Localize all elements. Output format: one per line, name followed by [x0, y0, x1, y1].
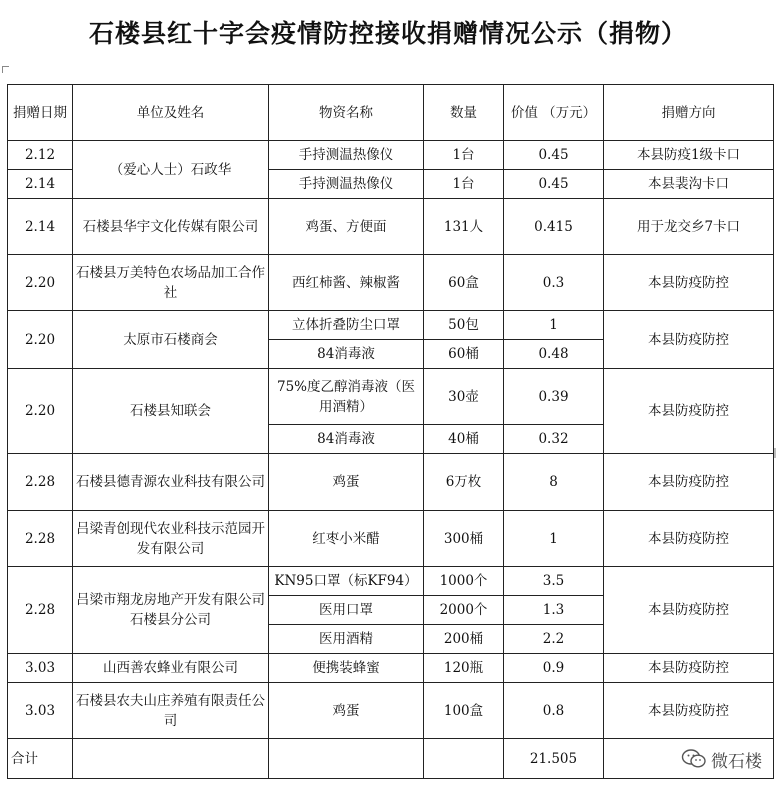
cell-direction: 本县防疫防控: [604, 567, 774, 654]
table-row: [8, 654, 774, 683]
cell-item: 西红柿酱、辣椒酱: [269, 255, 424, 311]
table-row: [8, 511, 774, 567]
cell-item: 84消毒液: [269, 340, 424, 369]
cell-item: 84消毒液: [269, 425, 424, 454]
cell-donor: 石楼县万美特色农场品加工合作社: [73, 255, 269, 311]
cell-date: 2.14: [8, 199, 73, 255]
watermark-text: 微石楼: [711, 751, 762, 772]
cell-date: 2.20: [8, 255, 73, 311]
watermark: [677, 745, 766, 773]
cell-date: 2.14: [8, 170, 73, 199]
cell-quantity: 120瓶: [424, 654, 504, 683]
cell-donor: 吕梁市翔龙房地产开发有限公司石楼县分公司: [73, 567, 269, 654]
header-donor: 单位及姓名: [73, 85, 269, 141]
total-empty-cell: [269, 739, 424, 779]
cell-quantity: 1台: [424, 170, 504, 199]
cell-quantity: 60桶: [424, 340, 504, 369]
table-row: [8, 683, 774, 739]
cell-item: KN95口罩（标KF94）: [269, 567, 424, 596]
table-header-row: [8, 85, 774, 141]
cell-donor: 吕梁青创现代农业科技示范园开发有限公司: [73, 511, 269, 567]
cell-item: 红枣小米醋: [269, 511, 424, 567]
ruler-corner-marker: [2, 66, 9, 73]
cell-direction: 本县防疫防控: [604, 683, 774, 739]
header-value: 价值 （万元）: [504, 85, 604, 141]
cell-date: 2.28: [8, 567, 73, 654]
cell-quantity: 60盒: [424, 255, 504, 311]
cell-value: 0.48: [504, 340, 604, 369]
table-row: [8, 311, 774, 340]
cell-donor: 石楼县华宇文化传媒有限公司: [73, 199, 269, 255]
cell-direction: 本县防疫防控: [604, 454, 774, 511]
cell-donor: 石楼县德青源农业科技有限公司: [73, 454, 269, 511]
cell-donor: 太原市石楼商会: [73, 311, 269, 369]
cell-date: 3.03: [8, 654, 73, 683]
cell-direction: 本县防疫防控: [604, 311, 774, 369]
cell-direction: 本县防疫防控: [604, 369, 774, 454]
cell-date: 2.28: [8, 454, 73, 511]
cell-item: 鸡蛋、方便面: [269, 199, 424, 255]
cell-direction: 本县防疫防控: [604, 255, 774, 311]
cell-quantity: 6万枚: [424, 454, 504, 511]
cell-quantity: 50包: [424, 311, 504, 340]
header-quantity: 数量: [424, 85, 504, 141]
cell-item: 手持测温热像仪: [269, 141, 424, 170]
cell-quantity: 1000个: [424, 567, 504, 596]
table-row: [8, 141, 774, 170]
cell-quantity: 131人: [424, 199, 504, 255]
cell-donor: 石楼县知联会: [73, 369, 269, 454]
cell-item: 75%度乙醇消毒液（医用酒精）: [269, 369, 424, 425]
cell-value: 0.9: [504, 654, 604, 683]
cell-item: 鸡蛋: [269, 683, 424, 739]
cell-date: 2.20: [8, 311, 73, 369]
total-value: 21.505: [504, 739, 604, 779]
cell-value: 1: [504, 511, 604, 567]
header-item: 物资名称: [269, 85, 424, 141]
table-row: [8, 199, 774, 255]
cell-value: 8: [504, 454, 604, 511]
cell-direction: 本县防疫防控: [604, 511, 774, 567]
cell-value: 0.3: [504, 255, 604, 311]
cell-quantity: 2000个: [424, 596, 504, 625]
cell-direction: 本县防疫1级卡口: [604, 141, 774, 170]
cell-quantity: 40桶: [424, 425, 504, 454]
cell-direction: 本县防疫防控: [604, 654, 774, 683]
cell-direction: 本县裴沟卡口: [604, 170, 774, 199]
table-row: [8, 369, 774, 425]
cell-value: 0.45: [504, 141, 604, 170]
cell-donor: （爱心人士）石政华: [73, 141, 269, 199]
cell-donor: 石楼县农夫山庄养殖有限责任公司: [73, 683, 269, 739]
cell-value: 0.415: [504, 199, 604, 255]
total-row: [8, 739, 774, 779]
cell-quantity: 30壶: [424, 369, 504, 425]
cell-value: 2.2: [504, 625, 604, 654]
table-row: [8, 255, 774, 311]
cell-value: 0.32: [504, 425, 604, 454]
table-row: [8, 454, 774, 511]
cell-item: 鸡蛋: [269, 454, 424, 511]
total-empty-cell: [424, 739, 504, 779]
cell-date: 2.20: [8, 369, 73, 454]
cell-quantity: 300桶: [424, 511, 504, 567]
header-date: 捐赠日期: [8, 85, 73, 141]
table-row: [8, 567, 774, 596]
cell-item: 医用口罩: [269, 596, 424, 625]
wechat-icon: [681, 748, 707, 770]
cell-item: 便携装蜂蜜: [269, 654, 424, 683]
donation-table: [7, 84, 774, 779]
header-direction: 捐赠方向: [604, 85, 774, 141]
cell-value: 0.8: [504, 683, 604, 739]
cell-date: 3.03: [8, 683, 73, 739]
cell-value: 0.45: [504, 170, 604, 199]
cell-date: 2.28: [8, 511, 73, 567]
cell-item: 医用酒精: [269, 625, 424, 654]
cell-direction: 用于龙交乡7卡口: [604, 199, 774, 255]
cell-quantity: 1台: [424, 141, 504, 170]
cell-value: 0.39: [504, 369, 604, 425]
cell-value: 3.5: [504, 567, 604, 596]
total-empty-cell: [73, 739, 269, 779]
total-label: 合计: [8, 739, 73, 779]
cell-item: 手持测温热像仪: [269, 170, 424, 199]
page-title: 石楼县红十字会疫情防控接收捐赠情况公示（捐物）: [88, 19, 687, 48]
cell-date: 2.12: [8, 141, 73, 170]
cell-quantity: 100盒: [424, 683, 504, 739]
cell-donor: 山西善农蜂业有限公司: [73, 654, 269, 683]
cell-quantity: 200桶: [424, 625, 504, 654]
cell-value: 1.3: [504, 596, 604, 625]
cell-item: 立体折叠防尘口罩: [269, 311, 424, 340]
cell-value: 1: [504, 311, 604, 340]
